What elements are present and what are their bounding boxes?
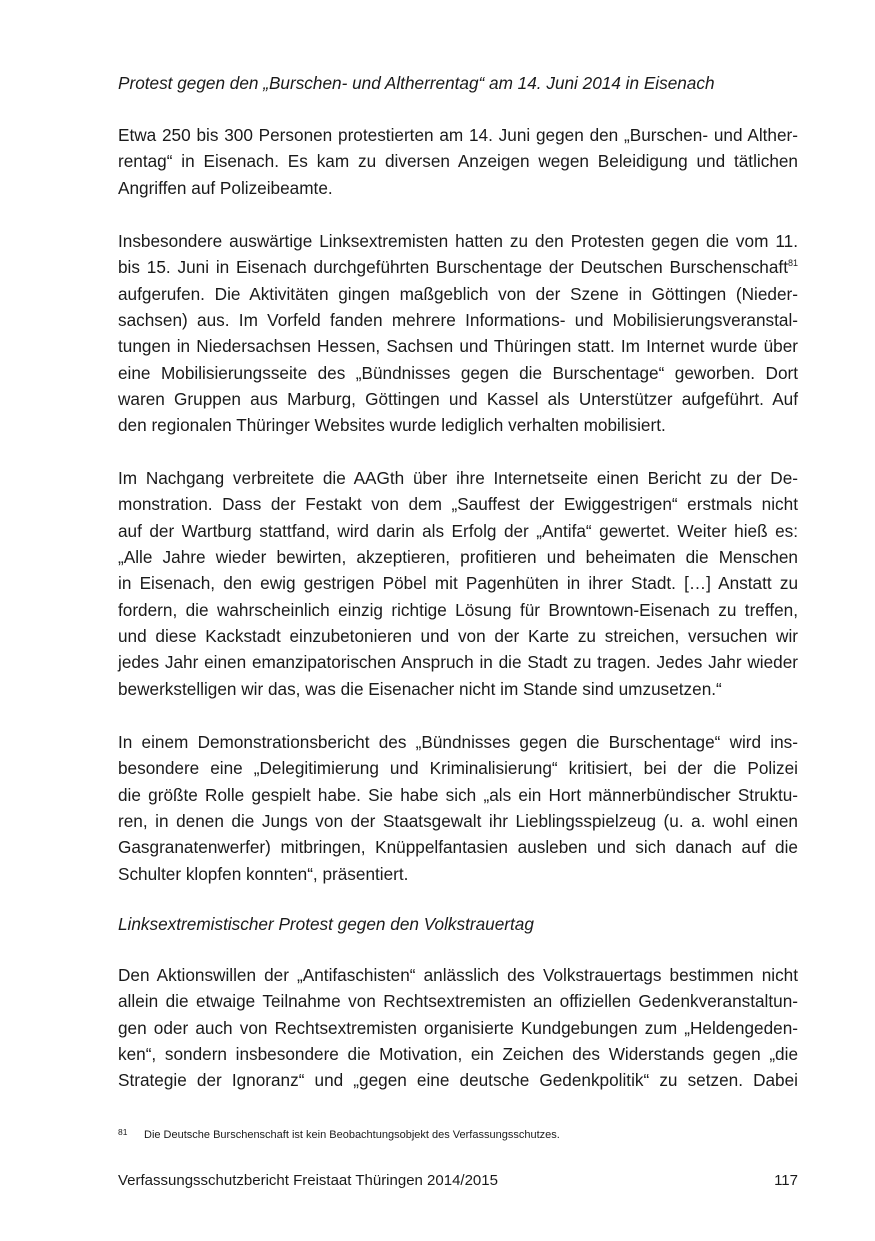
paragraph-line: auf der Wartburg stattfand, wird darin als Erfolg der „Antifa“ gewertet. Weiter hieß es:: [118, 520, 798, 541]
paragraph-line-text: bis 15. Juni in Eisenach durchgeführten Burschentage der Deutschen Burschenschaft: [118, 257, 788, 278]
paragraph-line: Etwa 250 bis 300 Personen protestierten am 14. Juni gegen den „Burschen- und Alther-: [118, 125, 798, 145]
paragraph-line: Gasgranatenwerfer) mitbringen, Knüppelfantasien ausleben und sich danach auf die: [118, 837, 798, 858]
paragraph-line: aufgerufen. Die Aktivitäten gingen maßgeblich von der Szene in Göttingen (Nieder-: [118, 283, 798, 304]
paragraph-line: Im Nachgang verbreitete die AAGth über ihre Internetseite einen Bericht zu der De-: [118, 468, 798, 488]
paragraph-line: bewerkstelligen wir das, was die Eisenacher nicht im Stande sind umzusetzen.“: [118, 678, 722, 699]
paragraph-line: monstration. Dass der Festakt von dem „Sauffest der Ewiggestrigen“ erstmals nicht: [118, 494, 798, 515]
paragraph-line: tungen in Niedersachsen Hessen, Sachsen und Thüringen statt. Im Internet wurde über: [118, 336, 798, 357]
page-footer: [118, 1170, 798, 1192]
page-number: 117: [774, 1172, 798, 1189]
paragraph-line: eine Mobilisierungsseite des „Bündnisses gegen die Burschentage“ geworben. Dort: [118, 362, 798, 383]
paragraph-line: besondere eine „Delegitimierung und Kriminalisierung“ kritisiert, bei der die Polizei: [118, 758, 798, 779]
paragraph-line: rentag“ in Eisenach. Es kam zu diversen Anzeigen wegen Beleidigung und tätlichen: [118, 151, 798, 172]
paragraph-line: [118, 254, 798, 280]
paragraph-line: den regionalen Thüringer Websites wurde lediglich verhalten mobilisiert.: [118, 415, 666, 436]
footnote: [118, 1124, 798, 1143]
paragraph-line: sachsen) aus. Im Vorfeld fanden mehrere Informations- und Mobilisierungsveranstal-: [118, 310, 798, 331]
paragraph-line: gen oder auch von Rechtsextremisten organisierte Kundgebungen zum „Heldengeden-: [118, 1017, 798, 1038]
paragraph-line: Insbesondere auswärtige Linksextremisten hatten zu den Protesten gegen die vom 11.: [118, 231, 798, 251]
footer-title: Verfassungsschutzbericht Freistaat Thüringen 2014/2015: [118, 1172, 498, 1189]
paragraph-line: die größte Rolle gespielt habe. Sie habe sich „als ein Hort männerbündischer Struktu-: [118, 784, 798, 805]
paragraph-line: ren, in denen die Jungs von der Staatsgewalt ihr Lieblingsspielzeug (u. a. wohl einen: [118, 811, 798, 832]
paragraph-5: [118, 962, 798, 1094]
section-heading-volkstrauertag: Linksextremistischer Protest gegen den Volkstrauertag: [118, 914, 534, 934]
footnote-number: 81: [118, 1127, 128, 1137]
section-heading-burschentag: Protest gegen den „Burschen- und Altherrentag“ am 14. Juni 2014 in Eisenach: [118, 73, 715, 93]
paragraph-line: „Alle Jahre wieder bewirten, akzeptieren, profitieren und beheimaten die Menschen: [118, 547, 798, 568]
paragraph-line: fordern, die wahrscheinlich einzig richtige Lösung für Browntown-Eisenach zu treffen,: [118, 599, 798, 620]
paragraph-line: Den Aktionswillen der „Antifaschisten“ anlässlich des Volkstrauertags bestimmen nicht: [118, 965, 798, 985]
paragraph-line: Angriffen auf Polizeibeamte.: [118, 177, 333, 198]
paragraph-line: in Eisenach, den ewig gestrigen Pöbel mit Pagenhüten in ihrer Stadt. […] Anstatt zu: [118, 573, 798, 594]
paragraph-4: [118, 729, 798, 887]
paragraph-line: Strategie der Ignoranz“ und „gegen eine deutsche Gedenkpolitik“ zu setzen. Dabei: [118, 1070, 798, 1091]
paragraph-2: [118, 228, 798, 439]
footnote-reference[interactable]: 81: [787, 258, 798, 269]
paragraph-line: ken“, sondern insbesondere die Motivation, ein Zeichen des Widerstands gegen „die: [118, 1044, 798, 1065]
paragraph-line: In einem Demonstrationsbericht des „Bündnisses gegen die Burschentage“ wird ins-: [118, 732, 798, 752]
paragraph-1: [118, 122, 798, 201]
paragraph-line: allein die etwaige Teilnahme von Rechtsextremisten an offiziellen Gedenkveranstaltun-: [118, 991, 798, 1012]
footnote-text: Die Deutsche Burschenschaft ist kein Beobachtungsobjekt des Verfassungsschutzes.: [144, 1129, 560, 1141]
paragraph-3: [118, 465, 798, 702]
paragraph-line: jedes Jahr einen emanzipatorischen Anspruch in die Stadt zu tragen. Jedes Jahr wieder: [118, 652, 798, 673]
paragraph-line: und diese Kackstadt einzubetonieren und von der Karte zu streichen, versuchen wir: [118, 626, 798, 647]
paragraph-line: waren Gruppen aus Marburg, Göttingen und Kassel als Unterstützer aufgeführt. Auf: [118, 389, 798, 410]
paragraph-line: Schulter klopfen konnten“, präsentiert.: [118, 863, 409, 884]
